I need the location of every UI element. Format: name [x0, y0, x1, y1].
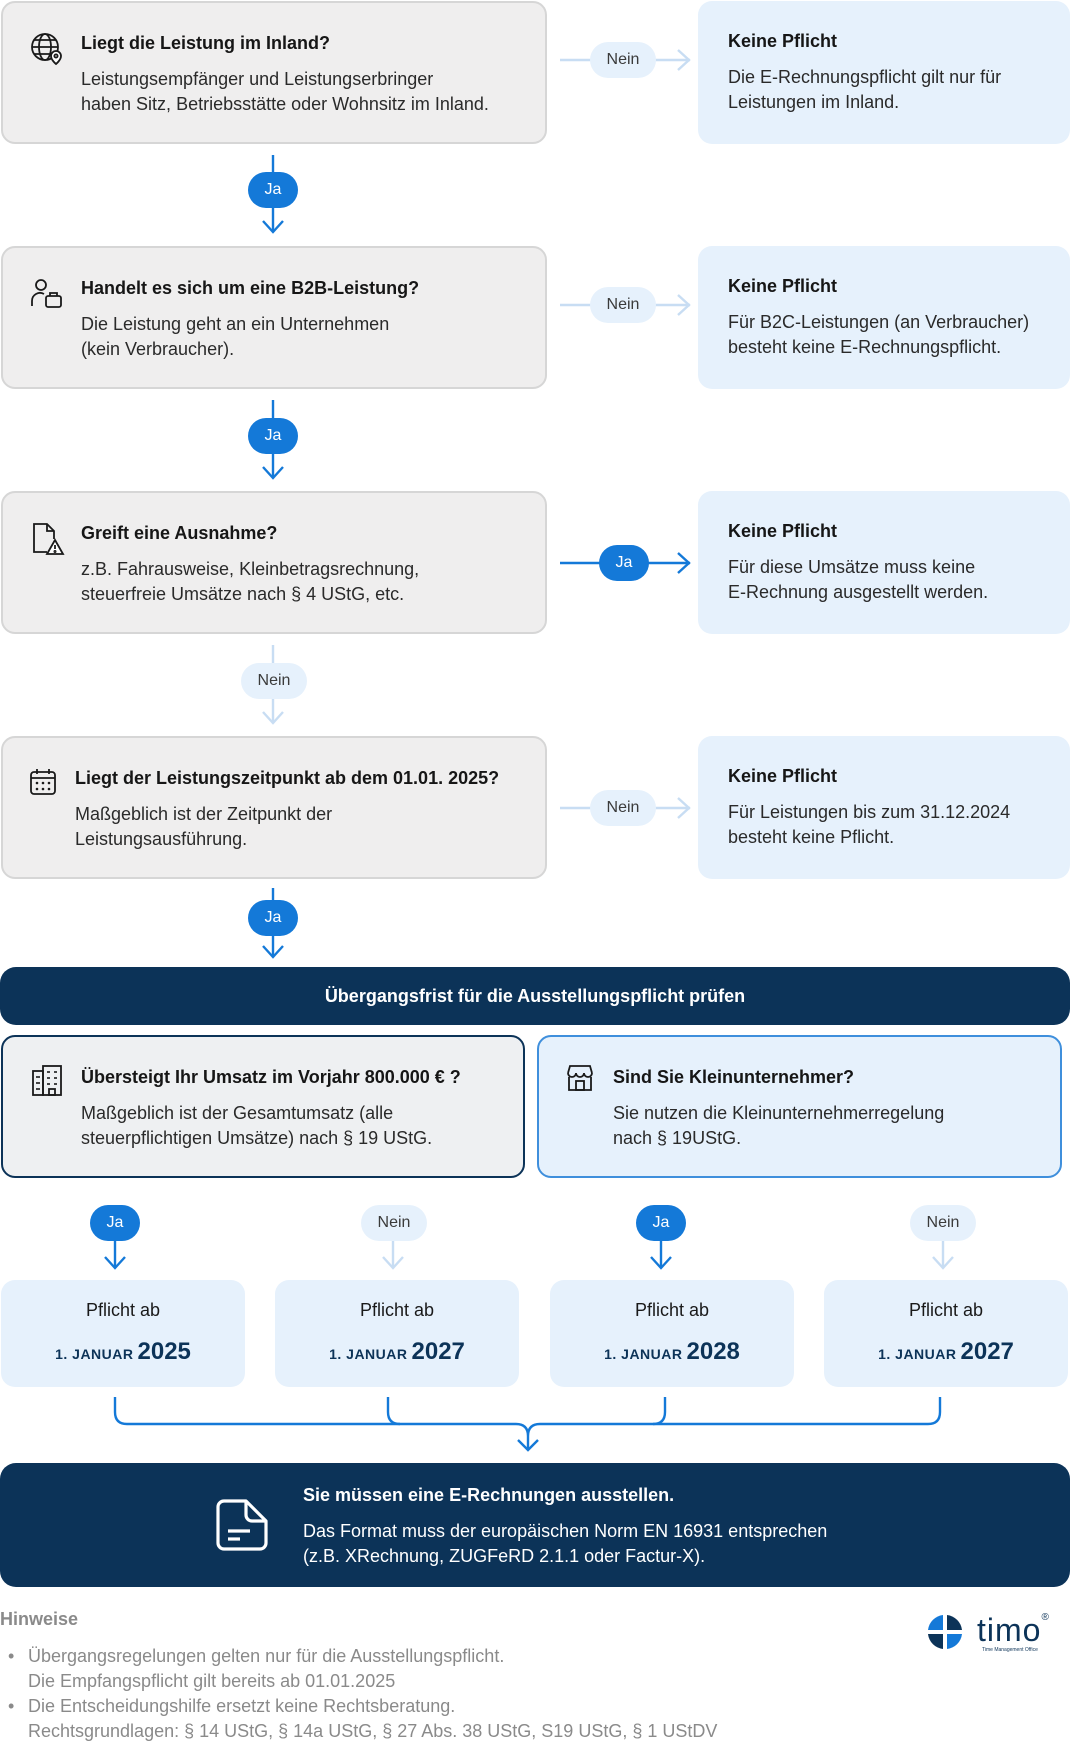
timo-logo [924, 1610, 1070, 1656]
sub-question-box-revenue [1, 1035, 525, 1178]
document-icon [210, 1493, 274, 1557]
outcome-text: Für diese Umsätze muss keine E-Rechnung ausgestellt werden. [728, 557, 989, 602]
obligation-label: Pflicht ab [908, 1300, 984, 1320]
branch-label-nein: Nein [590, 287, 656, 323]
notes-title: Hinweise [0, 1609, 79, 1629]
obligation-box-2027-a [275, 1280, 519, 1387]
sub-question-title: Übersteigt Ihr Umsatz im Vorjahr 800.000 € ? [81, 1067, 461, 1087]
final-title: Sie müssen eine E-Rechnungen ausstellen. [303, 1485, 675, 1505]
sub-question-text: Sie nutzen die Kleinunternehmerregelung nach § 19UStG. [613, 1103, 945, 1148]
question-title: Handelt es sich um eine B2B-Leistung? [81, 278, 420, 298]
outcome-text: Die E-Rechnungspflicht gilt nur für Leistungen im Inland. [728, 67, 1002, 112]
outcome-box-4 [698, 736, 1070, 879]
question-box-2 [1, 246, 547, 389]
question-box-1 [1, 1, 547, 144]
office-building-icon [29, 1063, 65, 1099]
obligation-label: Pflicht ab [359, 1300, 435, 1320]
sub-question-box-small-business [537, 1035, 1062, 1178]
outcome-text: Für B2C-Leistungen (an Verbraucher) besteht keine E-Rechnungspflicht. [728, 312, 1030, 357]
bracket-join [115, 1397, 940, 1450]
branch-label-ja: Ja [248, 900, 298, 936]
question-text: z.B. Fahrausweise, Kleinbetragsrechnung, steuerfreie Umsätze nach § 4 UStG, etc. [81, 559, 420, 604]
outcome-title: Keine Pflicht [728, 276, 838, 296]
sub-question-text: Maßgeblich ist der Gesamtumsatz (alle steuerpflichtigen Umsätze) nach § 19 UStG. [81, 1103, 433, 1148]
notes-list [8, 1644, 717, 1744]
branch-label-ja: Ja [248, 418, 298, 454]
branch-label-nein: Nein [590, 790, 656, 826]
obligation-box-2027-b [824, 1280, 1068, 1387]
note-item: • Übergangsregelungen gelten nur für die Ausstellungspflicht. Die Empfangspflicht gilt bereits ab 01.01.2025 [8, 1644, 717, 1694]
final-text: Das Format muss der europäischen Norm EN 16931 entsprechen (z.B. XRechnung, ZUGFeRD 2.1.1 oder Factur-X). [303, 1521, 828, 1566]
obligation-label: Pflicht ab [85, 1300, 161, 1320]
obligation-date: 1. JANUAR 2028 [604, 1338, 740, 1365]
timo-logo-word: timo® [977, 1612, 1050, 1648]
obligation-date: 1. JANUAR 2027 [329, 1338, 465, 1365]
branch-label-nein: Nein [910, 1205, 976, 1241]
question-text: Die Leistung geht an ein Unternehmen (kein Verbraucher). [81, 314, 390, 359]
obligation-box-2028 [550, 1280, 794, 1387]
outcome-box-2 [698, 246, 1070, 389]
sub-question-title: Sind Sie Kleinunternehmer? [613, 1067, 855, 1087]
question-title: Greift eine Ausnahme? [81, 523, 278, 543]
question-title: Liegt der Leistungszeitpunkt ab dem 01.01. 2025? [75, 768, 500, 788]
calendar-icon [29, 768, 57, 796]
transition-banner [0, 967, 1070, 1025]
outcome-title: Keine Pflicht [728, 521, 838, 541]
branch-label-nein: Nein [361, 1205, 427, 1241]
obligation-date: 1. JANUAR 2025 [55, 1338, 191, 1365]
outcome-box-3 [698, 491, 1070, 634]
branch-label-ja: Ja [599, 545, 649, 581]
globe-location-icon [29, 31, 65, 67]
obligation-box-2025 [1, 1280, 245, 1387]
branch-label-nein: Nein [590, 42, 656, 78]
question-text: Maßgeblich ist der Zeitpunkt der Leistungsausführung. [75, 804, 333, 849]
timo-logo-mark-icon [924, 1611, 966, 1653]
note-item: • Die Entscheidungshilfe ersetzt keine Rechtsberatung. Rechtsgrundlagen: § 14 UStG, § 14a UStG, § 27 Abs. 38 UStG, S19 UStG, § 1 UStDV [8, 1694, 717, 1744]
obligation-date: 1. JANUAR 2027 [878, 1338, 1014, 1365]
storefront-icon [565, 1063, 595, 1093]
obligation-label: Pflicht ab [634, 1300, 710, 1320]
outcome-title: Keine Pflicht [728, 31, 838, 51]
question-box-4 [1, 736, 547, 879]
branch-label-ja: Ja [90, 1205, 140, 1241]
branch-label-nein: Nein [241, 663, 307, 699]
question-box-3 [1, 491, 547, 634]
final-banner [0, 1463, 1070, 1587]
document-warning-icon [29, 521, 65, 557]
person-briefcase-icon [29, 276, 65, 312]
outcome-title: Keine Pflicht [728, 766, 838, 786]
question-title: Liegt die Leistung im Inland? [81, 33, 331, 53]
question-text: Leistungsempfänger und Leistungserbringer haben Sitz, Betriebsstätte oder Wohnsitz im Inland. [81, 69, 489, 114]
branch-label-ja: Ja [248, 172, 298, 208]
outcome-box-1 [698, 1, 1070, 144]
branch-label-ja: Ja [636, 1205, 686, 1241]
transition-banner-title: Übergangsfrist für die Ausstellungspflicht prüfen [324, 986, 746, 1006]
outcome-text: Für Leistungen bis zum 31.12.2024 besteht keine Pflicht. [728, 802, 1011, 847]
timo-logo-tagline: Time Management Office [982, 1647, 1038, 1653]
